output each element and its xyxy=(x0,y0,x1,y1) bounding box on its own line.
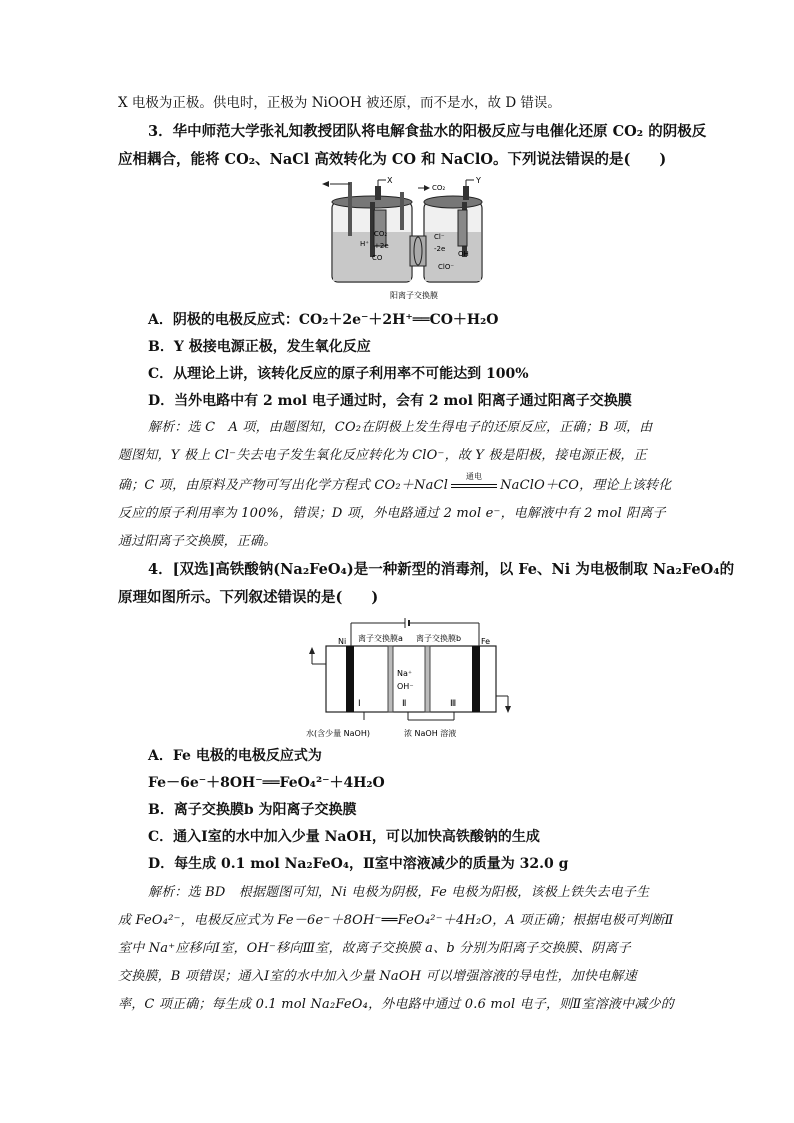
electrolysis-condition: 通电 xyxy=(465,471,483,481)
water-inlet-label: 水(含少量 NaOH) xyxy=(306,729,370,738)
q3-option-d: D．当外电路中有 2 mol 电子通过时，会有 2 mol 阳离子通过阳离子交换膜 xyxy=(148,393,632,409)
text-line-1: X 电极为正极。供电时，正极为 NiOOH 被还原，而不是水，故 D 错误。 xyxy=(118,95,561,111)
q3-option-c: C．从理论上讲，该转化反应的原子利用率不可能达到 100% xyxy=(148,366,529,382)
room-3-label: Ⅲ xyxy=(450,699,457,709)
q4-explanation-3: 室中 Na⁺应移向Ⅰ室，OH⁻移向Ⅲ室，故离子交换膜 a、b 分别为阳离子交换膜、阴离子 xyxy=(118,941,631,956)
question-4-stem-1: 4．[双选]高铁酸钠(Na₂FeO₄)是一种新型的消毒剂，以 Fe、Ni 为电极制取 Na₂FeO₄的 xyxy=(148,561,735,578)
question-4-stem-2: 原理如图所示。下列叙述错误的是( ) xyxy=(118,589,379,606)
question-3-stem-2: 应相耦合，能将 CO₂、NaCl 高效转化为 CO 和 NaClO。下列说法错误的是( ) xyxy=(118,151,667,168)
co2-label: CO₂ xyxy=(374,230,388,238)
q4-explanation-1: 解析：选 BD 根据题图可知，Ni 电极为阴极，Fe 电极为阳极，该极上铁失去电子生 xyxy=(148,885,650,900)
lose-electrons-label: -2e xyxy=(434,245,446,253)
q4-option-d: D．每生成 0.1 mol Na₂FeO₄，Ⅱ室中溶液减少的质量为 32.0 g xyxy=(148,856,569,872)
co-label: CO xyxy=(372,254,383,262)
electrolysis-arrow xyxy=(451,471,497,493)
membrane-a-label: 离子交换膜a xyxy=(358,634,403,643)
room-2-label: Ⅱ xyxy=(402,699,407,709)
gain-electrons-label: +2e xyxy=(374,242,389,250)
q4-option-b: B．离子交换膜b 为阳离子交换膜 xyxy=(148,802,357,818)
q3-option-b: B．Y 极接电源正极，发生氧化反应 xyxy=(148,339,371,355)
na-ion-label: Na⁺ xyxy=(397,669,413,678)
sodium-ferrate-cell-figure xyxy=(304,614,520,742)
cl-ion-label: Cl⁻ xyxy=(434,233,445,241)
q3-explanation-4: 反应的原子利用率为 100%，错误；D 项，外电路通过 2 mol e⁻，电解液中有 2 mol 阳离子 xyxy=(118,506,666,521)
q4-explanation-2: 成 FeO₄²⁻，电极反应式为 Fe－6e⁻＋8OH⁻══FeO₄²⁻＋4H₂O，A 项正确；根据电极可判断Ⅱ xyxy=(118,913,674,928)
room-1-label: Ⅰ xyxy=(358,699,361,709)
fe-electrode-label: Fe xyxy=(481,637,491,646)
question-3-stem-1: 3．华中师范大学张礼知教授团队将电解食盐水的阳极反应与电催化还原 CO₂ 的阴极反 xyxy=(148,123,707,140)
q3-option-a: A．阴极的电极反应式：CO₂＋2e⁻＋2H⁺══CO＋H₂O xyxy=(148,312,499,328)
electrode-y-label: Y xyxy=(476,176,481,185)
q3-explanation-5: 通过阳离子交换膜，正确。 xyxy=(118,534,277,549)
q4-option-a: A．Fe 电极的电极反应式为 xyxy=(148,748,322,764)
membrane-caption: 阳离子交换膜 xyxy=(390,291,438,300)
ni-electrode-label: Ni xyxy=(338,637,347,646)
q4-option-a-equation: Fe－6e⁻＋8OH⁻══FeO₄²⁻＋4H₂O xyxy=(148,775,385,791)
electrolysis-cell-figure xyxy=(322,174,487,302)
q3-explanation-3 xyxy=(118,471,672,495)
q4-explanation-5: 率，C 项正确；每生成 0.1 mol Na₂FeO₄，外电路中通过 0.6 mol 电子，则Ⅱ室溶液中减少的 xyxy=(118,997,674,1012)
naoh-inlet-label: 浓 NaOH 溶液 xyxy=(404,729,457,738)
oh-label: OH xyxy=(458,250,469,258)
q4-explanation-4: 交换膜，B 项错误；通入Ⅰ室的水中加入少量 NaOH 可以增强溶液的导电性，加快电解速 xyxy=(118,969,637,984)
q3-explanation-1: 解析：选 C A 项，由题图知，CO₂在阴极上发生得电子的还原反应，正确；B 项，由 xyxy=(148,420,653,435)
clo-ion-label: ClO⁻ xyxy=(438,263,455,271)
q4-option-c: C．通入Ⅰ室的水中加入少量 NaOH，可以加快高铁酸钠的生成 xyxy=(148,829,540,845)
co2-inlet-label: CO₂ xyxy=(432,184,446,192)
electrode-x-label: X xyxy=(387,176,393,185)
h-ion-label: H⁺ xyxy=(360,240,369,248)
equation-prefix: 确；C 项，由原料及产物可写出化学方程式 CO₂＋NaCl xyxy=(118,478,449,493)
equation-suffix: NaClO＋CO，理论上该转化 xyxy=(500,478,672,493)
q3-explanation-2: 题图知，Y 极上 Cl⁻失去电子发生氧化反应转化为 ClO⁻，故 Y 极是阳极，接电源正极，正 xyxy=(118,448,647,463)
oh-ion-label: OH⁻ xyxy=(397,682,414,691)
membrane-b-label: 离子交换膜b xyxy=(416,634,462,643)
